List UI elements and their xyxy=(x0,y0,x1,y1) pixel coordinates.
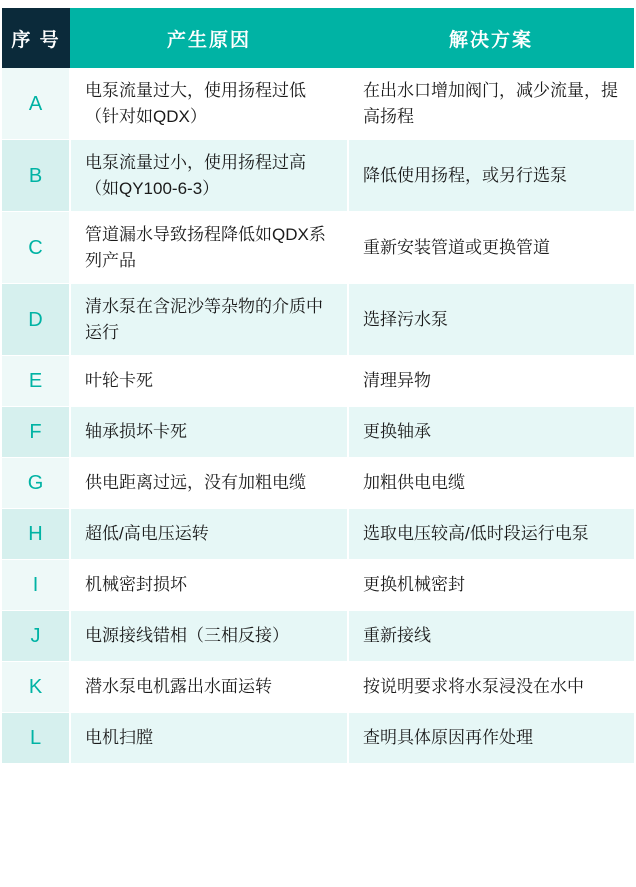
row-cause-text: 清水泵在含泥沙等杂物的介质中运行 xyxy=(85,297,323,342)
table-row xyxy=(2,140,634,212)
table-row xyxy=(2,356,634,407)
row-cause-text: 电泵流量过小，使用扬程过高（如QY100-6-3） xyxy=(85,153,306,198)
document-page xyxy=(0,8,636,887)
row-cause xyxy=(70,212,348,284)
table-header-row xyxy=(2,8,634,68)
row-solution-text: 重新安装管道或更换管道 xyxy=(363,237,550,257)
row-index: A xyxy=(2,68,70,140)
row-solution-text: 降低使用扬程，或另行选泵 xyxy=(363,165,567,185)
row-solution xyxy=(348,458,634,509)
table-row xyxy=(2,458,634,509)
row-solution-text: 清理异物 xyxy=(363,371,431,391)
row-solution xyxy=(348,662,634,713)
row-index: F xyxy=(2,407,70,458)
row-solution xyxy=(348,611,634,662)
row-cause-text: 管道漏水导致扬程降低如QDX系列产品 xyxy=(85,225,326,270)
row-cause-text: 轴承损坏卡死 xyxy=(85,422,187,442)
row-index: H xyxy=(2,509,70,560)
row-cause-text: 供电距离过远，没有加粗电缆 xyxy=(85,473,306,493)
row-solution-text: 重新接线 xyxy=(363,626,431,646)
row-cause xyxy=(70,407,348,458)
column-header-index-label: 序 号 xyxy=(11,29,61,51)
table-body xyxy=(2,68,634,764)
row-cause-text: 超低/高电压运转 xyxy=(85,524,209,544)
row-solution xyxy=(348,713,634,764)
table-row xyxy=(2,611,634,662)
table-row xyxy=(2,713,634,764)
row-index: C xyxy=(2,212,70,284)
row-solution-text: 更换机械密封 xyxy=(363,575,465,595)
row-index: J xyxy=(2,611,70,662)
table-row xyxy=(2,212,634,284)
row-index: B xyxy=(2,140,70,212)
column-header-index xyxy=(2,8,70,68)
row-cause xyxy=(70,284,348,356)
row-index: I xyxy=(2,560,70,611)
row-cause xyxy=(70,458,348,509)
row-cause-text: 机械密封损坏 xyxy=(85,575,187,595)
row-cause-text: 电源接线错相（三相反接） xyxy=(85,626,289,646)
row-solution xyxy=(348,509,634,560)
row-cause xyxy=(70,356,348,407)
row-cause xyxy=(70,509,348,560)
row-cause xyxy=(70,68,348,140)
table-row xyxy=(2,560,634,611)
row-index: G xyxy=(2,458,70,509)
row-solution xyxy=(348,560,634,611)
row-cause-text: 电机扫膛 xyxy=(85,728,153,748)
row-solution-text: 按说明要求将水泵浸没在水中 xyxy=(363,677,584,697)
row-solution xyxy=(348,212,634,284)
column-header-solution: 解决方案 xyxy=(348,8,634,68)
table-header xyxy=(2,8,634,68)
row-cause-text: 潜水泵电机露出水面运转 xyxy=(85,677,272,697)
row-solution xyxy=(348,407,634,458)
table-row xyxy=(2,284,634,356)
row-index: K xyxy=(2,662,70,713)
row-cause-text: 叶轮卡死 xyxy=(85,371,153,391)
row-solution-text: 在出水口增加阀门，减少流量，提高扬程 xyxy=(363,81,618,126)
row-solution-text: 选择污水泵 xyxy=(363,309,448,329)
row-solution-text: 查明具体原因再作处理 xyxy=(363,728,533,748)
column-header-cause: 产生原因 xyxy=(70,8,348,68)
fault-diagnosis-table xyxy=(2,8,634,764)
table-row xyxy=(2,509,634,560)
row-index: D xyxy=(2,284,70,356)
row-cause xyxy=(70,611,348,662)
row-solution xyxy=(348,356,634,407)
table-row xyxy=(2,68,634,140)
table-row xyxy=(2,407,634,458)
row-cause xyxy=(70,140,348,212)
row-solution-text: 选取电压较高/低时段运行电泵 xyxy=(363,524,589,544)
row-index: E xyxy=(2,356,70,407)
row-solution xyxy=(348,284,634,356)
table-row xyxy=(2,662,634,713)
row-cause xyxy=(70,662,348,713)
row-solution xyxy=(348,140,634,212)
row-cause xyxy=(70,560,348,611)
row-cause xyxy=(70,713,348,764)
row-solution-text: 加粗供电电缆 xyxy=(363,473,465,493)
row-cause-text: 电泵流量过大，使用扬程过低（针对如QDX） xyxy=(85,81,306,126)
row-solution-text: 更换轴承 xyxy=(363,422,431,442)
row-index: L xyxy=(2,713,70,764)
row-solution xyxy=(348,68,634,140)
